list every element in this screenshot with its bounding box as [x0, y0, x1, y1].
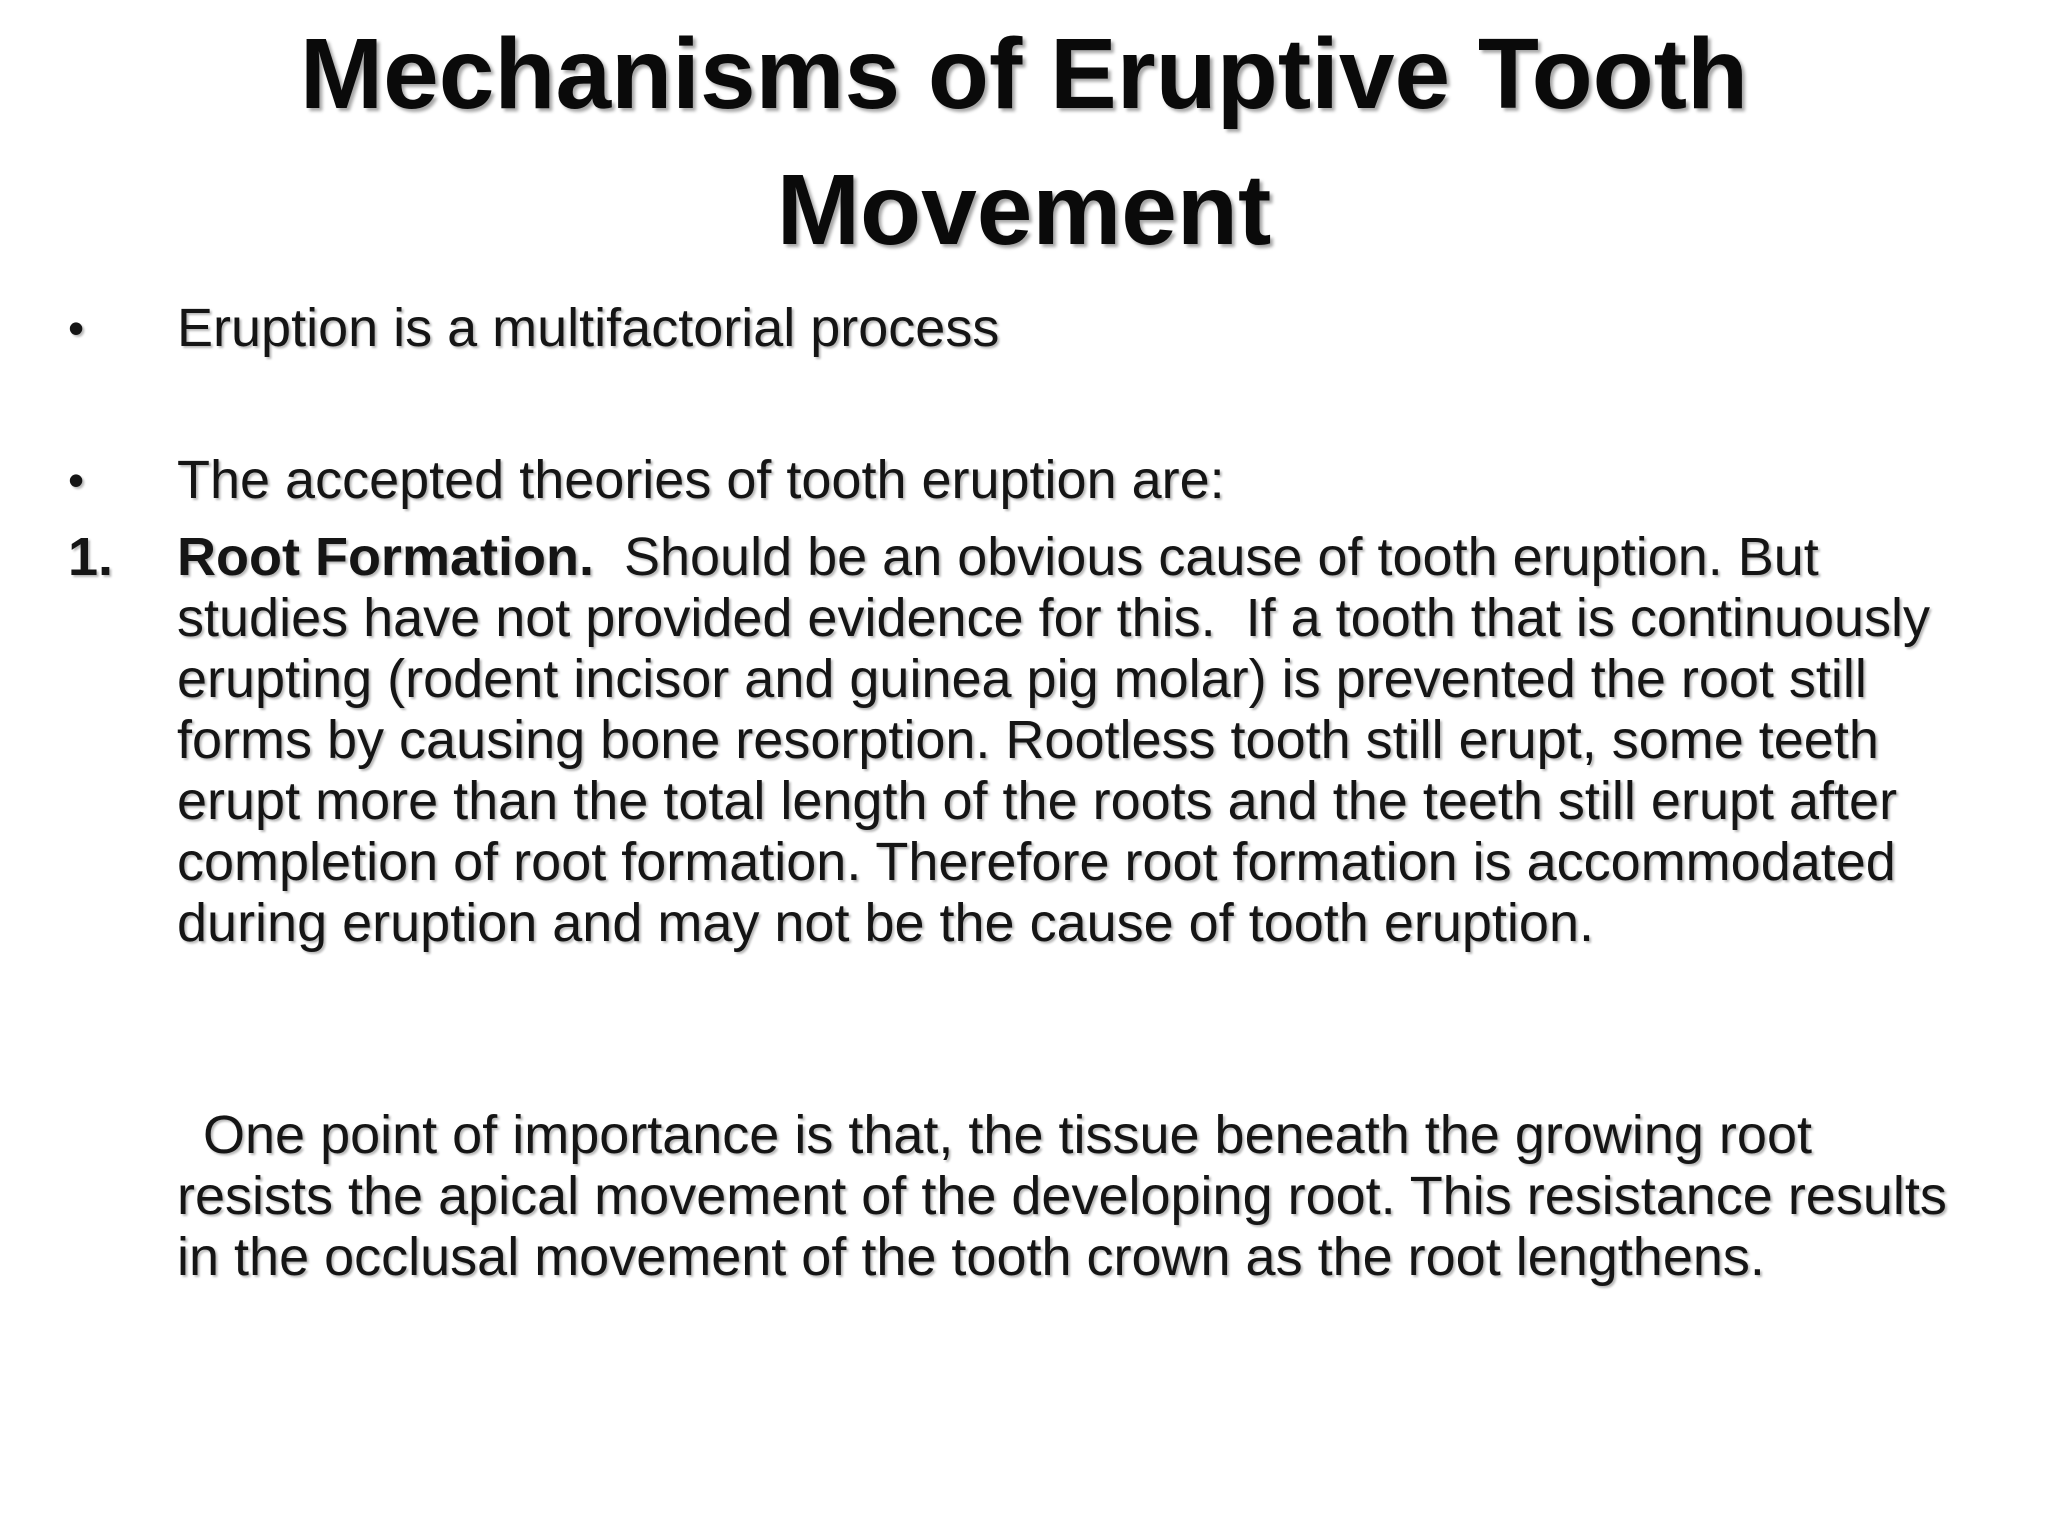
title-line-1: Mechanisms of Eruptive Tooth [299, 18, 1749, 130]
item-body: Should be an obvious cause of tooth eruption. But studies have not provided evidence for this. If a tooth that is continuously erupting (rodent incisor and guinea pig molar) is prevented the root still forms by causing bone resorption. Rootless tooth still erupt, some teeth erupt more than the total length of the roots and the teeth still erupt after completion of root formation. Therefore root formation is accommodated during eruption and may not be the cause of tooth eruption. [177, 527, 1946, 953]
bullet-marker: • [68, 302, 85, 354]
numbered-marker: 1. [68, 527, 114, 587]
title-line-2: Movement [776, 154, 1272, 266]
item-heading: Root Formation. [177, 527, 594, 587]
bullet-marker: • [68, 454, 85, 506]
importance-paragraph: One point of importance is that, the tissue beneath the growing root resists the apical movement of the developing root. This resistance results in the occlusal movement of the tooth crown as the root lengthens. [177, 1105, 1947, 1287]
bullet-accepted-theories: The accepted theories of tooth eruption are: [177, 450, 1225, 510]
numbered-item-root-formation [177, 527, 1967, 954]
slide-title [0, 6, 2048, 278]
bullet-eruption-multifactorial: Eruption is a multifactorial process [177, 298, 1000, 358]
